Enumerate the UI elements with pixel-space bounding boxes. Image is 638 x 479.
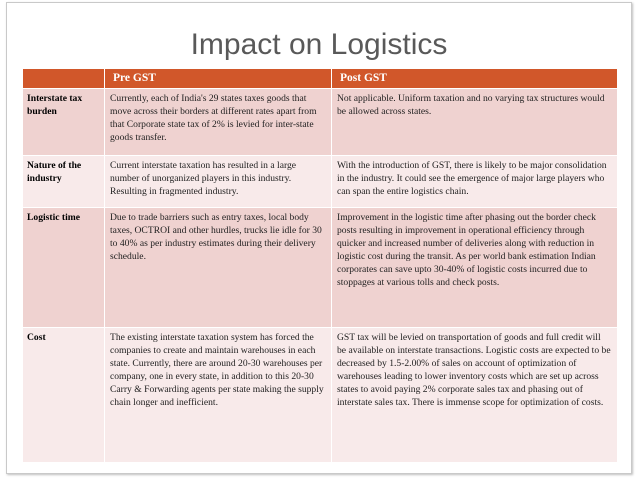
post-gst-cell: Not applicable. Uniform taxation and no varying tax structures would be allowed across states. bbox=[332, 89, 618, 156]
table-header-row bbox=[23, 69, 618, 89]
pre-gst-cell: Current interstate taxation has resulted in a large number of unorganized players in this industry. Resulting in fragmented industry. bbox=[105, 156, 332, 208]
comparison-table bbox=[22, 68, 618, 463]
row-label: Interstate tax burden bbox=[23, 89, 105, 156]
page-title: Impact on Logistics bbox=[190, 28, 448, 61]
table-row bbox=[23, 156, 618, 208]
table-row bbox=[23, 208, 618, 328]
header-post-gst: Post GST bbox=[332, 69, 618, 89]
post-gst-cell: GST tax will be levied on transportation of goods and full credit will be available on interstate transactions. Logistic costs are expected to be decreased by 1.5-2.00% of sales on account of optimization of warehouses leading to lower inventory costs which are set up across states to avoid paying 2% corporate sales tax and phasing out of interstate sales tax. There is immense scope for optimization of costs. bbox=[332, 328, 618, 463]
post-gst-cell: Improvement in the logistic time after phasing out the border check posts resulting in improvement in operational efficiency through quicker and increased number of deliveries along with reduction in logistic cost during the transit. As per world bank estimation Indian corporates can save upto 30-40% of logistic costs incurred due to stoppages at various tolls and check posts. bbox=[332, 208, 618, 328]
post-gst-cell: With the introduction of GST, there is likely to be major consolidation in the industry. It could see the emergence of major large players who can span the entire logistics chain. bbox=[332, 156, 618, 208]
pre-gst-cell: Due to trade barriers such as entry taxes, local body taxes, OCTROI and other hurdles, trucks lie idle for 30 to 40% as per industry estimates during their delivery schedule. bbox=[105, 208, 332, 328]
header-pre-gst: Pre GST bbox=[105, 69, 332, 89]
header-corner bbox=[23, 69, 105, 89]
row-label: Nature of the industry bbox=[23, 156, 105, 208]
row-label: Cost bbox=[23, 328, 105, 463]
table-row bbox=[23, 328, 618, 463]
pre-gst-cell: Currently, each of India's 29 states taxes goods that move across their borders at different rates apart from that Corporate state tax of 2% is levied for inter-state goods transfer. bbox=[105, 89, 332, 156]
table-row bbox=[23, 89, 618, 156]
pre-gst-cell: The existing interstate taxation system has forced the companies to create and maintain warehouses in each state. Currently, there are around 20-30 warehouses per company, one in every state, in addition to this 20-30 Carry & Forwarding agents per state making the supply chain longer and inefficient. bbox=[105, 328, 332, 463]
row-label: Logistic time bbox=[23, 208, 105, 328]
